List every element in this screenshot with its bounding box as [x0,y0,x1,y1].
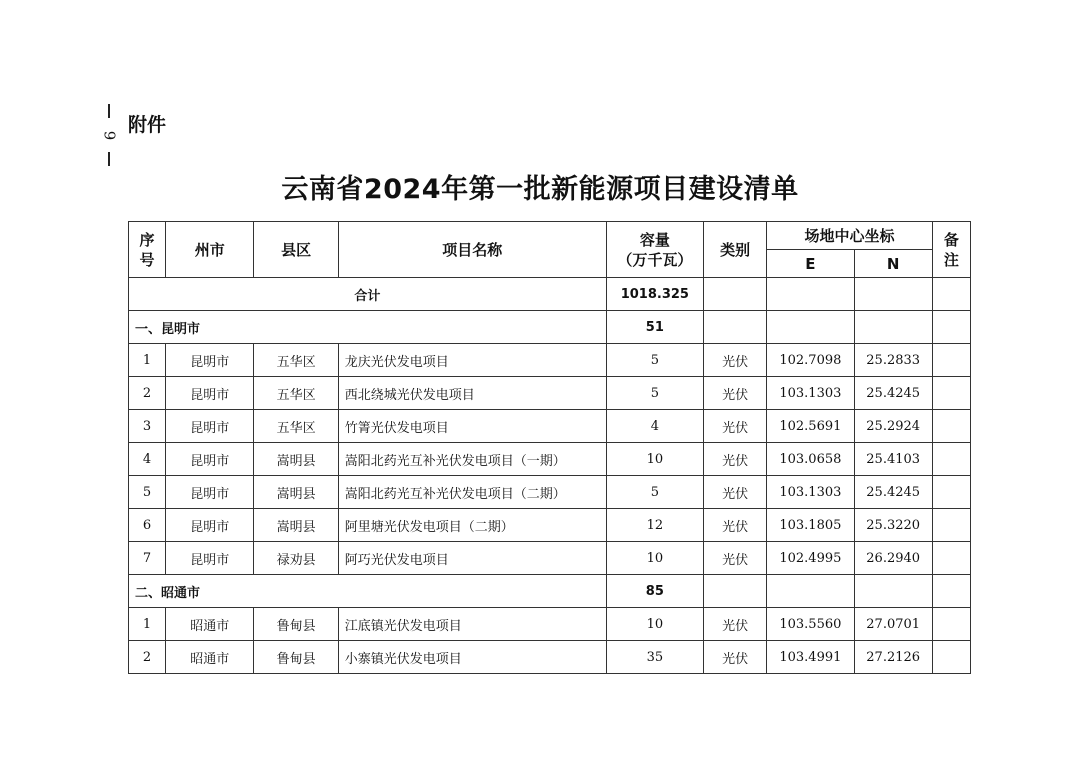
header-project-name: 项目名称 [338,222,606,278]
region-note [932,575,970,608]
county-cell: 嵩明县 [254,476,338,509]
capacity-cell: 5 [606,476,703,509]
total-label: 合计 [129,278,607,311]
region-category [704,575,767,608]
capacity-cell: 10 [606,443,703,476]
table-row [129,542,971,575]
capacity-cell: 10 [606,542,703,575]
region-n [854,575,932,608]
capacity-cell: 10 [606,608,703,641]
coord-n-cell: 25.4103 [854,443,932,476]
prefecture-cell: 昆明市 [166,443,254,476]
seq-cell: 2 [129,641,166,674]
prefecture-cell: 昆明市 [166,509,254,542]
document-title: 云南省2024年第一批新能源项目建设清单 [281,174,799,205]
prefecture-cell: 昆明市 [166,542,254,575]
header-capacity: 容量 （万千瓦） [606,222,703,278]
capacity-cell: 12 [606,509,703,542]
prefecture-cell: 昆明市 [166,476,254,509]
project-name-cell: 龙庆光伏发电项目 [338,344,606,377]
total-capacity: 1018.325 [606,278,703,311]
total-e [767,278,854,311]
coord-e-cell: 103.0658 [767,443,854,476]
category-cell: 光伏 [704,443,767,476]
header-county: 县区 [254,222,338,278]
category-cell: 光伏 [704,542,767,575]
coord-e-cell: 102.7098 [767,344,854,377]
capacity-cell: 5 [606,344,703,377]
project-name-cell: 西北绕城光伏发电项目 [338,377,606,410]
page-number-marker [96,104,122,166]
capacity-cell: 5 [606,377,703,410]
project-name-cell: 嵩阳北药光互补光伏发电项目（二期） [338,476,606,509]
note-cell [932,641,970,674]
project-name-cell: 阿里塘光伏发电项目（二期） [338,509,606,542]
project-name-cell: 小寨镇光伏发电项目 [338,641,606,674]
header-seq: 序 号 [129,222,166,278]
page-number: 9 [100,130,119,140]
seq-cell: 2 [129,377,166,410]
coord-n-cell: 25.4245 [854,476,932,509]
total-note [932,278,970,311]
coord-n-cell: 25.2833 [854,344,932,377]
coord-e-cell: 103.1303 [767,476,854,509]
region-subtotal-row [129,575,971,608]
prefecture-cell: 昆明市 [166,410,254,443]
table-row [129,608,971,641]
note-cell [932,410,970,443]
county-cell: 禄劝县 [254,542,338,575]
coord-n-cell: 25.4245 [854,377,932,410]
region-e [767,575,854,608]
coord-n-cell: 26.2940 [854,542,932,575]
county-cell: 嵩明县 [254,443,338,476]
table-row [129,443,971,476]
table-body [129,278,971,674]
region-name: 一、昆明市 [129,311,607,344]
county-cell: 五华区 [254,377,338,410]
header-n: N [854,250,932,278]
coord-e-cell: 102.4995 [767,542,854,575]
coord-e-cell: 103.4991 [767,641,854,674]
capacity-cell: 35 [606,641,703,674]
header-category: 类别 [704,222,767,278]
county-cell: 嵩明县 [254,509,338,542]
prefecture-cell: 昭通市 [166,608,254,641]
table-row [129,344,971,377]
page-number-dash-bottom [108,152,110,166]
table-row [129,641,971,674]
category-cell: 光伏 [704,377,767,410]
seq-cell: 3 [129,410,166,443]
note-cell [932,344,970,377]
total-category [704,278,767,311]
project-name-cell: 江底镇光伏发电项目 [338,608,606,641]
category-cell: 光伏 [704,509,767,542]
header-remarks: 备 注 [932,222,970,278]
category-cell: 光伏 [704,476,767,509]
seq-cell: 4 [129,443,166,476]
total-n [854,278,932,311]
note-cell [932,476,970,509]
note-cell [932,542,970,575]
prefecture-cell: 昆明市 [166,344,254,377]
note-cell [932,608,970,641]
total-row [129,278,971,311]
region-name: 二、昭通市 [129,575,607,608]
project-name-cell: 竹箐光伏发电项目 [338,410,606,443]
coord-n-cell: 25.3220 [854,509,932,542]
category-cell: 光伏 [704,608,767,641]
category-cell: 光伏 [704,344,767,377]
capacity-cell: 4 [606,410,703,443]
header-prefecture: 州市 [166,222,254,278]
county-cell: 鲁甸县 [254,608,338,641]
table-row [129,410,971,443]
project-name-cell: 阿巧光伏发电项目 [338,542,606,575]
project-name-cell: 嵩阳北药光互补光伏发电项目（一期） [338,443,606,476]
region-subtotal-row [129,311,971,344]
category-cell: 光伏 [704,641,767,674]
prefecture-cell: 昆明市 [166,377,254,410]
seq-cell: 1 [129,344,166,377]
coord-e-cell: 102.5691 [767,410,854,443]
table-row [129,476,971,509]
category-cell: 光伏 [704,410,767,443]
header-site-center: 场地中心坐标 [767,222,933,250]
coord-n-cell: 27.2126 [854,641,932,674]
coord-e-cell: 103.1303 [767,377,854,410]
table-row [129,509,971,542]
note-cell [932,509,970,542]
project-table [128,221,971,674]
coord-e-cell: 103.1805 [767,509,854,542]
coord-e-cell: 103.5560 [767,608,854,641]
coord-n-cell: 25.2924 [854,410,932,443]
table-row [129,377,971,410]
page-number-dash-top [108,104,110,118]
attachment-label: 附件 [128,114,167,136]
region-note [932,311,970,344]
seq-cell: 5 [129,476,166,509]
region-category [704,311,767,344]
seq-cell: 6 [129,509,166,542]
seq-cell: 1 [129,608,166,641]
note-cell [932,377,970,410]
coord-n-cell: 27.0701 [854,608,932,641]
table-header [129,222,971,278]
region-e [767,311,854,344]
header-e: E [767,250,854,278]
county-cell: 鲁甸县 [254,641,338,674]
seq-cell: 7 [129,542,166,575]
region-n [854,311,932,344]
county-cell: 五华区 [254,344,338,377]
note-cell [932,443,970,476]
region-capacity: 51 [606,311,703,344]
prefecture-cell: 昭通市 [166,641,254,674]
region-capacity: 85 [606,575,703,608]
county-cell: 五华区 [254,410,338,443]
